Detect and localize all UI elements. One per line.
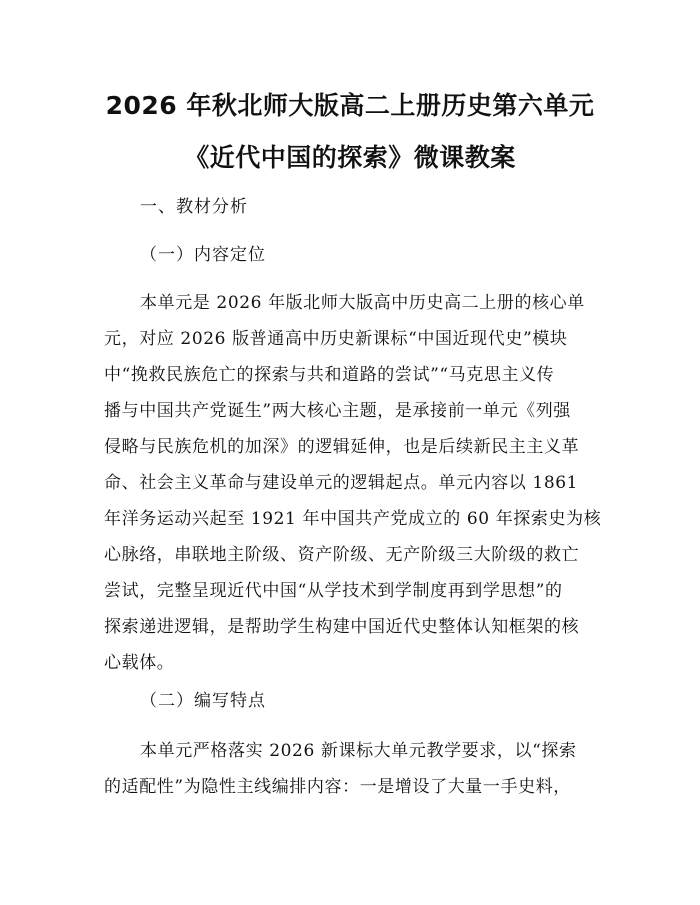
- paragraph-1-line: 年洋务运动兴起至 1921 年中国共产党成立的 60 年探索史为核: [104, 509, 602, 529]
- subsection-heading-content-positioning: （一）内容定位: [140, 245, 266, 265]
- document-title-line-1: 2026 年秋北师大版高二上册历史第六单元: [105, 91, 595, 120]
- paragraph-1-line: 侵略与民族危机的加深》的逻辑延伸，也是后续新民主主义革: [104, 437, 580, 457]
- paragraph-1-line: 元，对应 2026 版普通高中历史新课标“中国近现代史”模块: [104, 329, 568, 349]
- paragraph-1-line: 命、社会主义革命与建设单元的逻辑起点。单元内容以 1861: [104, 473, 579, 493]
- document-title-line-2: 《近代中国的探索》微课教案: [184, 143, 516, 172]
- paragraph-1-line: 中“挽救民族危亡的探索与共和道路的尝试”“马克思主义传: [104, 365, 555, 385]
- paragraph-1-line: 探索递进逻辑，是帮助学生构建中国近代史整体认知框架的核: [104, 617, 580, 637]
- section-heading-teaching-material-analysis: 一、教材分析: [140, 197, 248, 217]
- paragraph-1-line: 尝试，完整呈现近代中国“从学技术到学制度再到学思想”的: [104, 581, 563, 601]
- paragraph-1-line: 本单元是 2026 年版北师大版高中历史高二上册的核心单: [140, 293, 585, 313]
- paragraph-2-line: 的适配性”为隐性主线编排内容：一是增设了大量一手史料，: [104, 777, 571, 797]
- subsection-heading-writing-features: （二）编写特点: [140, 691, 266, 711]
- paragraph-1-line: 播与中国共产党诞生”两大核心主题，是承接前一单元《列强: [104, 401, 571, 421]
- paragraph-2-line: 本单元严格落实 2026 新课标大单元教学要求，以“探索: [140, 741, 577, 761]
- paragraph-1-line: 心载体。: [104, 653, 175, 673]
- paragraph-1-line: 心脉络，串联地主阶级、资产阶级、无产阶级三大阶级的救亡: [104, 545, 580, 565]
